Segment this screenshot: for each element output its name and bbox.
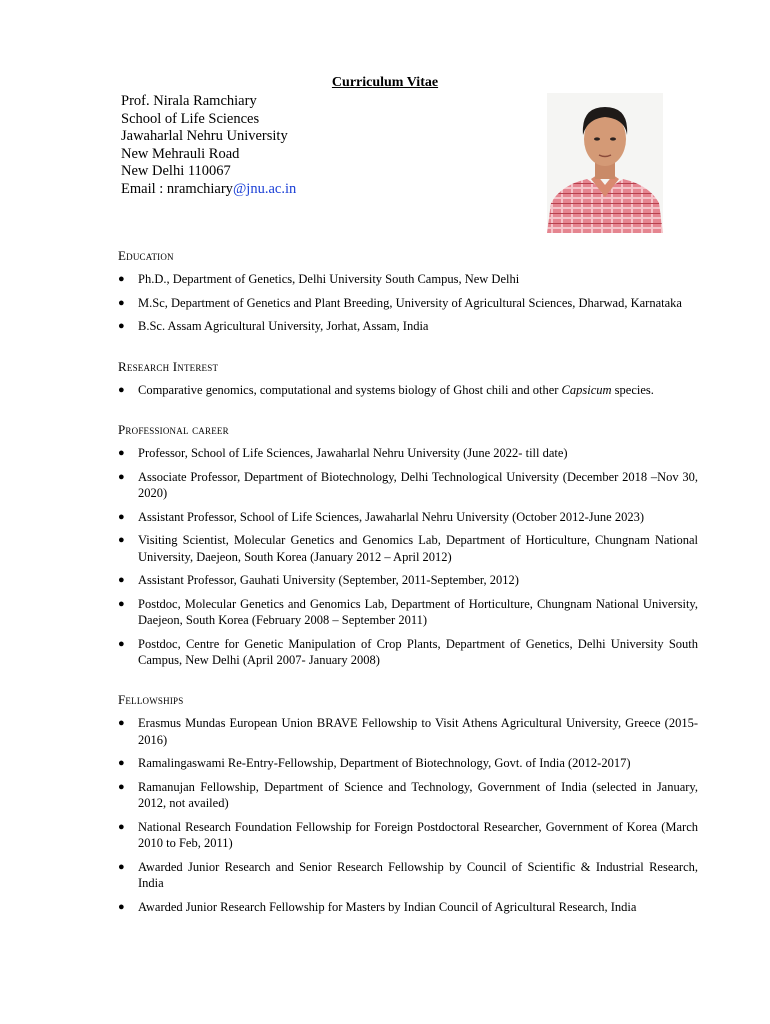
department-line: School of Life Sciences <box>121 110 260 127</box>
portrait-illustration <box>547 93 663 233</box>
contact-block <box>121 93 296 199</box>
document-title: Curriculum Vitae <box>331 75 439 90</box>
email-line <box>121 181 296 199</box>
bullet-icon: ● <box>118 597 125 610</box>
bullet-icon: ● <box>118 447 125 459</box>
list-item: ● Associate Professor, Department of Biotechnology, Delhi Technological University (December 2018 –Nov 30, 2020) <box>118 469 698 500</box>
bullet-icon: ● <box>118 900 125 913</box>
career-section <box>118 422 698 676</box>
list-item: ● Ramanujan Fellowship, Department of Science and Technology, Government of India (selected in January, 2012, not availed) <box>118 779 698 810</box>
bullet-icon: ● <box>118 320 125 332</box>
bullet-icon: ● <box>118 273 125 285</box>
list-item: ● Awarded Junior Research Fellowship for Masters by Indian Council of Agricultural Research, India <box>118 899 637 914</box>
bullet-icon: ● <box>118 637 125 650</box>
city-line: New Delhi 110067 <box>121 163 231 180</box>
email-label: Email : nramchiary <box>121 180 233 197</box>
education-heading: Education <box>118 248 174 263</box>
bullet-icon: ● <box>118 780 125 793</box>
bullet-icon: ● <box>118 717 125 729</box>
bullet-icon: ● <box>118 384 125 396</box>
list-item: ● Postdoc, Molecular Genetics and Genomics Lab, Department of Horticulture, Chungnam National University, Daejeon, South Korea (February 2008 – September 2011) <box>118 596 698 627</box>
list-item: ● Postdoc, Centre for Genetic Manipulation of Crop Plants, Department of Genetics, Delhi University South Campus, New Delhi (April 2007- January 2008) <box>118 636 698 667</box>
list-item: ● Awarded Junior Research and Senior Research Fellowship by Council of Scientific & Industrial Research, India <box>118 859 698 890</box>
fellowships-section <box>118 692 698 922</box>
list-item: ● M.Sc, Department of Genetics and Plant Breeding, University of Agricultural Sciences, Dharwad, Karnataka <box>118 295 682 310</box>
email-link[interactable]: @jnu.ac.in <box>232 180 297 197</box>
education-section <box>118 248 698 342</box>
bullet-icon: ● <box>118 820 125 833</box>
fellowships-list <box>118 715 698 915</box>
list-item: ● Professor, School of Life Sciences, Jawaharlal Nehru University (June 2022- till date) <box>118 446 568 460</box>
list-item: ● Erasmus Mundas European Union BRAVE Fellowship to Visit Athens Agricultural University, Greece (2015-2016) <box>118 716 698 747</box>
list-item: ● B.Sc. Assam Agricultural University, Jorhat, Assam, India <box>118 319 429 333</box>
list-item: ● Ramalingaswami Re-Entry-Fellowship, Department of Biotechnology, Govt. of India (2012-2017) <box>118 756 631 770</box>
profile-photo <box>547 93 663 233</box>
career-heading: Professional career <box>118 422 229 437</box>
list-item: ● Comparative genomics, computational and systems biology of Ghost chili and other Capsicum species. <box>118 383 654 397</box>
list-item: ● Assistant Professor, Gauhati University (September, 2011-September, 2012) <box>118 573 519 587</box>
research-heading: Research Interest <box>118 359 219 374</box>
road-line: New Mehrauli Road <box>121 145 240 162</box>
research-section <box>118 359 698 406</box>
list-item: ● Ph.D., Department of Genetics, Delhi University South Campus, New Delhi <box>118 272 520 286</box>
bullet-icon: ● <box>118 757 125 769</box>
fellowships-heading: Fellowships <box>118 692 184 707</box>
bullet-icon: ● <box>118 574 125 586</box>
bullet-icon: ● <box>118 296 125 309</box>
career-list <box>118 445 698 669</box>
university-line: Jawaharlal Nehru University <box>121 128 288 145</box>
bullet-icon: ● <box>118 470 125 483</box>
education-list <box>118 271 698 335</box>
bullet-icon: ● <box>118 860 125 873</box>
bullet-icon: ● <box>118 510 125 523</box>
person-name: Prof. Nirala Ramchiary <box>121 93 257 109</box>
research-list <box>118 382 698 399</box>
list-item: ● National Research Foundation Fellowship for Foreign Postdoctoral Researcher, Government of Korea (March 2010 to Feb, 2011) <box>118 819 698 850</box>
bullet-icon: ● <box>118 534 125 546</box>
list-item: ● Assistant Professor, School of Life Sciences, Jawaharlal Nehru University (October 2012-June 2023) <box>118 509 644 524</box>
list-item: ● Visiting Scientist, Molecular Genetics and Genomics Lab, Department of Horticulture, Chungnam National University, Daejeon, South Korea (January 2012 – April 2012) <box>118 533 698 564</box>
